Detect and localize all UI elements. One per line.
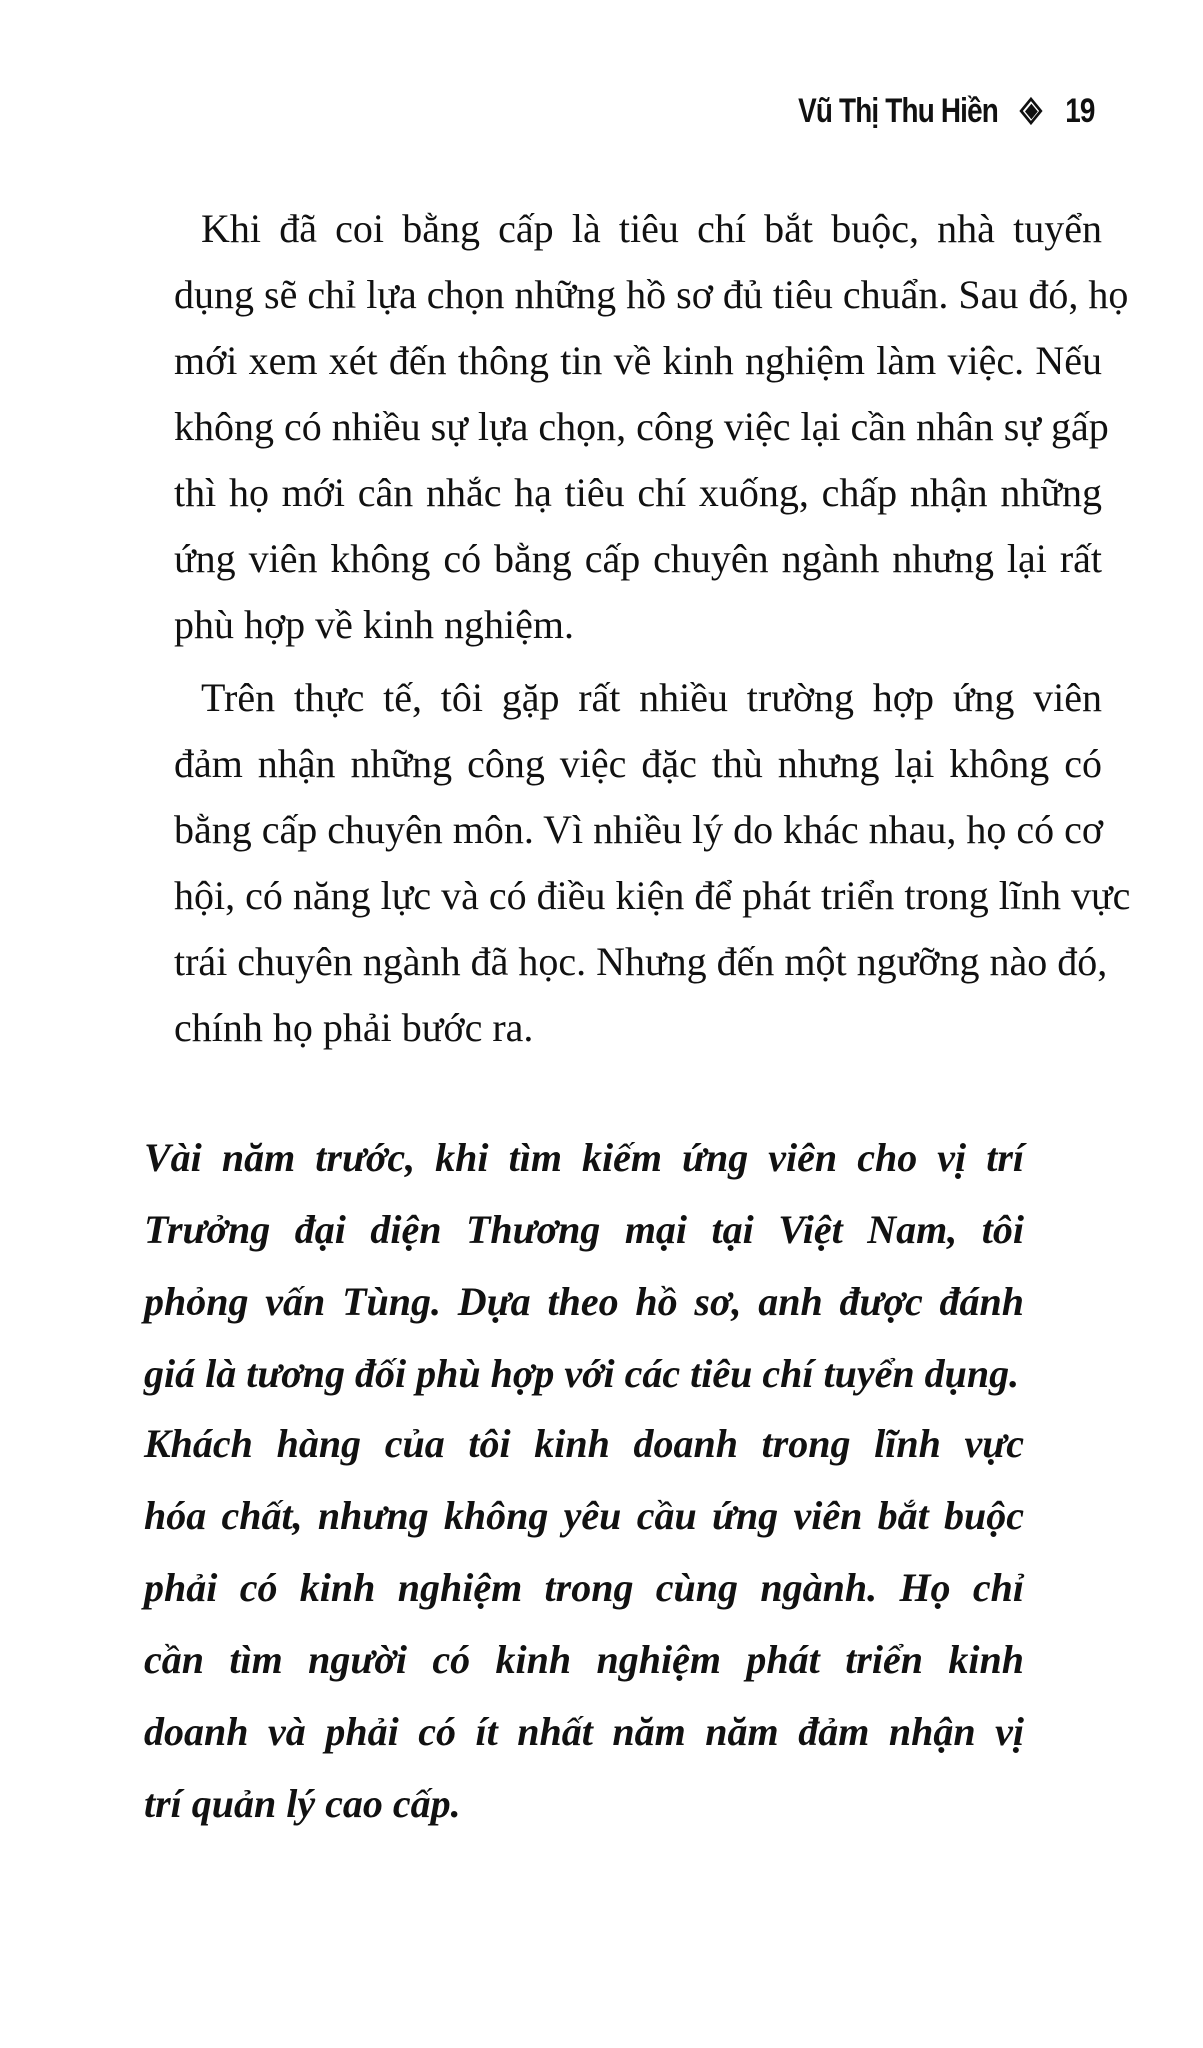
- text-line: phải có kinh nghiệm trong cùng ngành. Họ chỉ: [144, 1565, 1024, 1610]
- text-line: bằng cấp chuyên môn. Vì nhiều lý do khác nhau, họ có cơ: [174, 807, 1104, 852]
- text-line: không có nhiều sự lựa chọn, công việc lại cần nhân sự gấp: [174, 404, 1109, 449]
- text-line: Khi đã coi bằng cấp là tiêu chí bắt buộc, nhà tuyển: [201, 206, 1102, 251]
- text-line: trí quản lý cao cấp.: [144, 1781, 461, 1826]
- text-line: giá là tương đối phù hợp với các tiêu chí tuyển dụng.: [144, 1351, 1020, 1396]
- text-line: trái chuyên ngành đã học. Nhưng đến một ngưỡng nào đó,: [174, 939, 1108, 984]
- page-number: 19: [1065, 92, 1095, 130]
- text-line: ứng viên không có bằng cấp chuyên ngành nhưng lại rất: [174, 536, 1102, 581]
- diamond-icon: [1020, 97, 1045, 127]
- text-line: thì họ mới cân nhắc hạ tiêu chí xuống, chấp nhận những: [174, 470, 1102, 515]
- text-line: phỏng vấn Tùng. Dựa theo hồ sơ, anh được đánh: [144, 1279, 1024, 1324]
- text-line: Trưởng đại diện Thương mại tại Việt Nam, tôi: [144, 1207, 1024, 1252]
- running-header: [798, 92, 1095, 131]
- text-line: đảm nhận những công việc đặc thù nhưng lại không có: [174, 741, 1102, 786]
- text-line: hóa chất, nhưng không yêu cầu ứng viên bắt buộc: [144, 1493, 1024, 1538]
- paragraph-1: [174, 196, 1129, 658]
- text-line: dụng sẽ chỉ lựa chọn những hồ sơ đủ tiêu chuẩn. Sau đó, họ: [174, 272, 1129, 317]
- paragraph-4-quote: [144, 1408, 1024, 1840]
- text-line: phù hợp về kinh nghiệm.: [174, 602, 574, 647]
- text-line: hội, có năng lực và có điều kiện để phát triển trong lĩnh vực: [174, 873, 1131, 918]
- paragraph-2: [174, 665, 1131, 1061]
- text-line: cần tìm người có kinh nghiệm phát triển kinh: [144, 1637, 1024, 1682]
- text-line: mới xem xét đến thông tin về kinh nghiệm làm việc. Nếu: [174, 338, 1102, 383]
- text-line: Khách hàng của tôi kinh doanh trong lĩnh vực: [144, 1421, 1024, 1466]
- author-name: Vũ Thị Thu Hiền: [798, 92, 999, 130]
- text-line: chính họ phải bước ra.: [174, 1005, 534, 1050]
- text-line: Trên thực tế, tôi gặp rất nhiều trường hợp ứng viên: [201, 675, 1102, 720]
- text-line: doanh và phải có ít nhất năm năm đảm nhận vị: [144, 1709, 1024, 1754]
- paragraph-3-quote: [144, 1122, 1024, 1410]
- text-line: Vài năm trước, khi tìm kiếm ứng viên cho vị trí: [144, 1135, 1024, 1180]
